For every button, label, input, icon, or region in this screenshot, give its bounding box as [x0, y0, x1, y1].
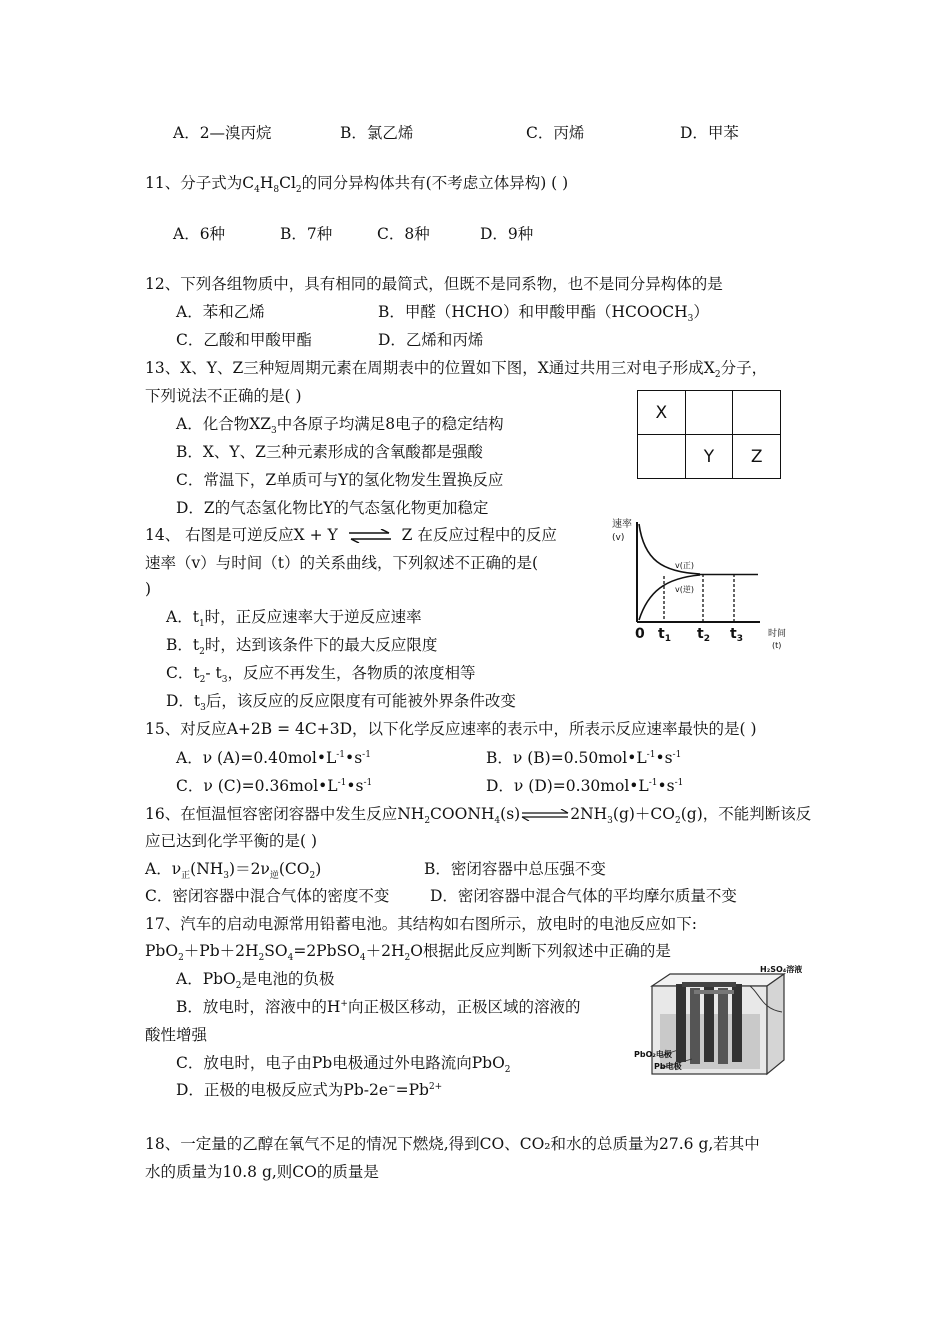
q11-option-c: C．8种 [377, 225, 430, 243]
q16-option-b: B．密闭容器中总压强不变 [424, 860, 606, 878]
q10-option-c: C．丙烯 [526, 124, 585, 142]
q13-option-a: A．化合物$XZ_3$中各原子均满足8电子的稳定结构 [176, 415, 504, 437]
q16-stem-line1: 16、在恒温恒容密闭容器中发生反应$NH_2COONH_4(s)$ $2NH_3(g)+CO_2(g)$，不能判断该反 [145, 805, 812, 827]
reversible-arrow-icon [520, 809, 570, 821]
graph-xlabel-unit: (t) [772, 641, 782, 650]
graph-t2: $t_2$ [697, 626, 710, 644]
q17-option-c: C．放电时，电子由Pb电极通过外电路流向PbO$_2$ [176, 1054, 511, 1076]
q15-option-d: D．ν $(D)=0.30mol•L^{-1}•s^{-1}$ [486, 777, 684, 795]
periodic-table-grid [637, 390, 781, 477]
q13-stem-line2: 下列说法不正确的是( ) [145, 387, 302, 405]
q16-option-a: A．$\nu_正(NH_3)=2\nu_逆(CO_2)$ [145, 860, 322, 882]
q16-option-d: D．密闭容器中混合气体的平均摩尔质量不变 [430, 887, 737, 905]
grid-cell [733, 391, 781, 435]
q14-stem-line3: ) [145, 580, 152, 598]
q10-option-a: A．2—溴丙烷 [173, 124, 272, 142]
grid-cell-x: X [638, 391, 686, 435]
q14-stem-line1: 14、 右图是可逆反应X + Y Z 在反应过程中的反应 [145, 526, 557, 544]
grid-cell [638, 435, 686, 479]
q11-option-b: B．7种 [280, 225, 333, 243]
q17-stem-line1: 17、汽车的启动电源常用铅蓄电池。其结构如右图所示，放电时的电池反应如下: [145, 915, 697, 933]
q10-option-d: D．甲苯 [680, 124, 739, 142]
graph-ylabel-unit: (v) [612, 533, 625, 543]
fig-solution-label: H₂SO₄溶液 [760, 965, 802, 974]
q13-option-b: B．X、Y、Z三种元素形成的含氧酸都是强酸 [176, 443, 483, 461]
grid-cell-z: Z [733, 435, 781, 479]
q12-option-d: D．乙烯和丙烯 [378, 331, 484, 349]
q13-option-c: C．常温下，Z单质可与Y的氢化物发生置换反应 [176, 471, 504, 489]
equilibrium-arrow-icon [347, 529, 393, 543]
q17-option-a: A．PbO$_2$是电池的负极 [176, 970, 335, 992]
q12-option-c: C．乙酸和甲酸甲酯 [176, 331, 312, 349]
q17-stem-line2: $PbO_2+Pb+2H_2SO_4=2PbSO_4+2H_2O$根据此反应判断下列叙述中正确的是 [145, 942, 671, 964]
graph-ylabel: 速率 [612, 519, 632, 530]
fig-pbo2-electrode-label: PbO₂电极 [634, 1050, 672, 1059]
q14-stem-line2: 速率（v）与时间（t）的关系曲线，下列叙述不正确的是( [145, 554, 539, 572]
q18-stem-line2: 水的质量为10.8 g,则CO的质量是 [145, 1163, 379, 1181]
q17-option-b-line2: 酸性增强 [145, 1026, 208, 1044]
q11-stem: 11、分子式为$C_4H_8Cl_2$的同分异构体共有(不考虑立体异构) ( ) [145, 174, 569, 196]
q18-stem-line1: 18、一定量的乙醇在氧气不足的情况下燃烧,得到CO、CO₂和水的总质量为27.6 g,若其中 [145, 1135, 760, 1153]
q12-option-b: B．甲醛（HCHO）和甲酸甲酯$(HCOOCH_3)$ [378, 303, 709, 325]
graph-t3: $t_3$ [730, 626, 743, 644]
q15-option-c: C．ν $(C)=0.36mol•L^{-1}•s^{-1}$ [176, 777, 373, 795]
q14-option-b: B．$t_2$时，达到该条件下的最大反应限度 [166, 636, 438, 658]
q15-stem: 15、对反应A+2B = 4C+3D，以下化学反应速率的表示中，所表示反应速率最快的是( ) [145, 720, 757, 738]
q10-option-b: B．氯乙烯 [340, 124, 414, 142]
graph-reverse-label: v(逆) [675, 585, 694, 594]
q11-option-d: D．9种 [480, 225, 534, 243]
q17-option-b-line1: B．放电时，溶液中的H+向正极区移动，正极区域的溶液的 [176, 998, 581, 1016]
graph-origin: 0 [635, 626, 645, 642]
q15-option-b: B．ν $(B)=0.50mol•L^{-1}•s^{-1}$ [486, 749, 682, 767]
q12-stem: 12、下列各组物质中，具有相同的最简式，但既不是同系物，也不是同分异构体的是 [145, 275, 723, 293]
q16-stem-line2: 应已达到化学平衡的是( ) [145, 832, 318, 850]
graph-t1: $t_1$ [658, 626, 671, 644]
q14-option-d: D．$t_3$后，该反应的反应限度有可能被外界条件改变 [166, 692, 516, 714]
q16-option-c: C．密闭容器中混合气体的密度不变 [145, 887, 390, 905]
q14-option-a: A．$t_1$时，正反应速率大于逆反应速率 [166, 608, 422, 630]
q14-option-c: C．$t_2-$ $t_3$，反应不再发生，各物质的浓度相等 [166, 664, 476, 686]
q13-option-d: D．Z的气态氢化物比Y的气态氢化物更加稳定 [176, 499, 489, 517]
q12-option-a: A．苯和乙烯 [176, 303, 265, 321]
graph-forward-label: v(正) [675, 561, 694, 570]
rate-time-graph [600, 512, 800, 657]
q13-stem-line1: 13、X、Y、Z三种短周期元素在周期表中的位置如下图，X通过共用三对电子形成$X_2$分子， [145, 359, 768, 381]
fig-pb-electrode-label: Pb电极 [654, 1062, 682, 1071]
lead-battery-figure [632, 964, 802, 1082]
graph-xlabel: 时间 [768, 629, 787, 639]
q11-option-a: A．6种 [173, 225, 226, 243]
grid-cell-y: Y [685, 435, 733, 479]
q17-option-d: D．正极的电极反应式为$Pb-2e^-=Pb^{2+}$ [176, 1081, 443, 1099]
grid-cell [685, 391, 733, 435]
q15-option-a: A．ν $(A)=0.40mol•L^{-1}•s^{-1}$ [176, 749, 371, 767]
